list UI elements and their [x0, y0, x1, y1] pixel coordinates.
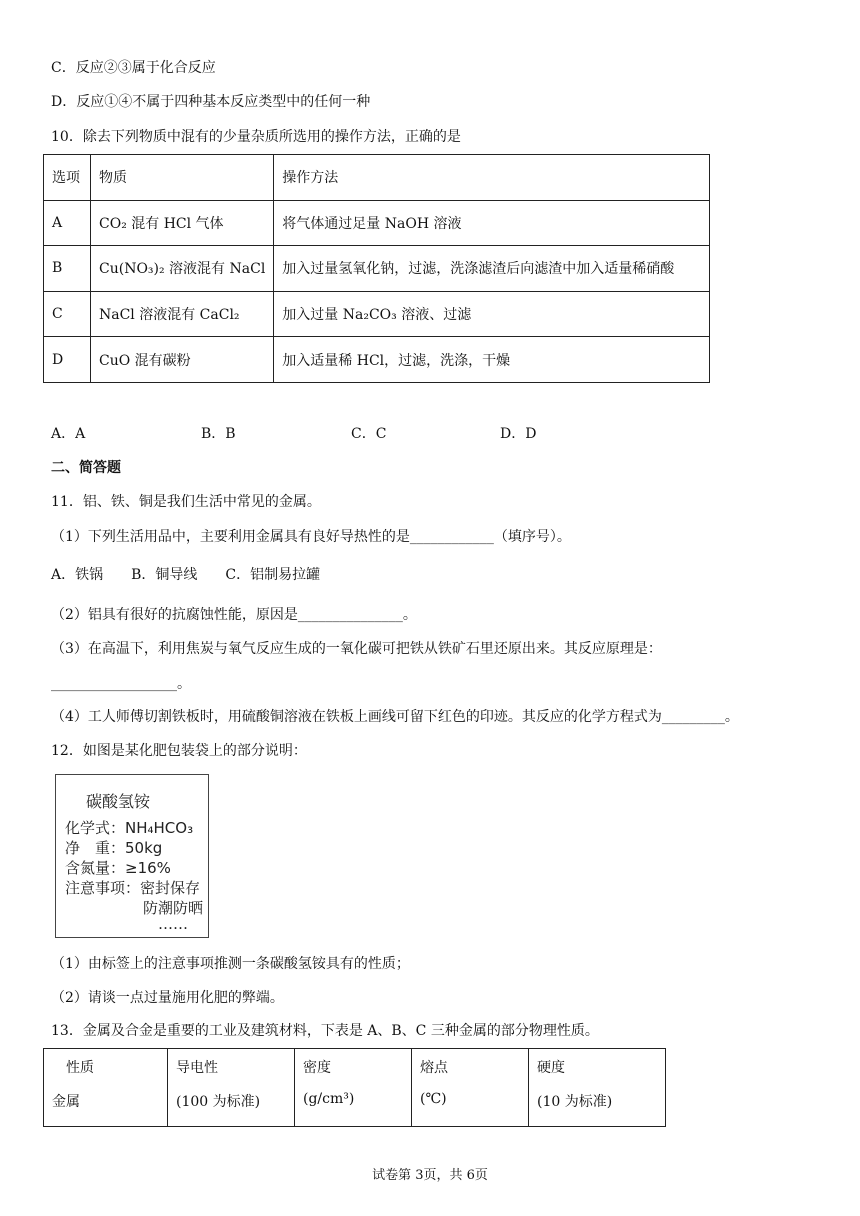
header-cell: 物质 — [91, 155, 274, 201]
header-bottom: (100 为标准) — [176, 1094, 261, 1110]
q11-part3-blank: __________________。 — [51, 676, 191, 692]
q11-part4: （4）工人师傅切割铁板时，用硫酸铜溶液在铁板上画线可留下红色的印迹。其反应的化学方程式为_________。 — [51, 709, 739, 725]
method-cell: 加入过量 Na₂CO₃ 溶液、过滤 — [274, 291, 710, 337]
q10-answer-b: B．B — [201, 426, 236, 442]
q11-part1: （1）下列生活用品中，主要利用金属具有良好导热性的是____________（填序号）。 — [51, 529, 571, 545]
label-notice-2: 防潮防晒 — [143, 899, 204, 917]
header-bottom: (℃) — [420, 1091, 447, 1107]
option-cell: B — [44, 246, 91, 292]
q12-stem: 12．如图是某化肥包装袋上的部分说明： — [51, 743, 307, 759]
q11-part1-options: A．铁锅 B．铜导线 C．铝制易拉罐 — [51, 567, 321, 583]
q11-stem: 11．铝、铁、铜是我们生活中常见的金属。 — [51, 494, 321, 510]
header-cell — [44, 1049, 168, 1127]
fertilizer-label-image — [55, 774, 209, 938]
header-top: 熔点 — [420, 1060, 448, 1076]
header-cell — [412, 1049, 529, 1127]
section-title: 二、简答题 — [51, 460, 121, 476]
q11-part2: （2）铝具有很好的抗腐蚀性能，原因是_______________。 — [51, 607, 417, 623]
q9-option-c: C．反应②③属于化合反应 — [51, 60, 216, 76]
method-cell: 加入适量稀 HCl，过滤，洗涤，干燥 — [274, 337, 710, 383]
label-formula: 化学式：NH₄HCO₃ — [65, 819, 194, 837]
q11-part3: （3）在高温下，利用焦炭与氧气反应生成的一氧化碳可把铁从铁矿石里还原出来。其反应原理是： — [51, 641, 662, 657]
header-cell: 操作方法 — [274, 155, 710, 201]
header-top: 密度 — [303, 1060, 331, 1076]
header-cell: 选项 — [44, 155, 91, 201]
label-nitrogen: 含氮量：≥16% — [65, 859, 171, 877]
q13-stem: 13．金属及合金是重要的工业及建筑材料，下表是 A、B、C 三种金属的部分物理性质。 — [51, 1023, 599, 1039]
table-header-row — [44, 1049, 666, 1127]
q12-part2: （2）请谈一点过量施用化肥的弊端。 — [51, 990, 284, 1006]
q10-table — [43, 154, 710, 383]
q10-answer-c: C．C — [351, 426, 387, 442]
substance-cell: NaCl 溶液混有 CaCl₂ — [91, 291, 274, 337]
header-top: 导电性 — [176, 1060, 218, 1076]
header-bottom: (10 为标准) — [537, 1094, 613, 1110]
header-bottom: (g/cm³) — [303, 1091, 355, 1107]
header-cell — [168, 1049, 295, 1127]
option-cell: A — [44, 200, 91, 246]
header-cell — [295, 1049, 412, 1127]
q12-part1: （1）由标签上的注意事项推测一条碳酸氢铵具有的性质； — [51, 956, 410, 972]
q9-option-d: D．反应①④不属于四种基本反应类型中的任何一种 — [51, 94, 371, 110]
header-top: 硬度 — [537, 1060, 565, 1076]
q10-answer-a: A．A — [51, 426, 86, 442]
header-bottom: 金属 — [52, 1094, 80, 1110]
label-title: 碳酸氢铵 — [86, 792, 151, 811]
option-cell: C — [44, 291, 91, 337]
header-top: 性质 — [66, 1060, 94, 1076]
q13-table — [43, 1048, 666, 1127]
label-notice: 注意事项：密封保存 — [65, 879, 201, 897]
table-row — [44, 291, 710, 337]
table-row — [44, 246, 710, 292]
substance-cell: CuO 混有碳粉 — [91, 337, 274, 383]
substance-cell: CO₂ 混有 HCl 气体 — [91, 200, 274, 246]
page-footer: 试卷第 3页，共 6页 — [372, 1168, 488, 1183]
method-cell: 加入过量氢氧化钠，过滤，洗涤滤渣后向滤渣中加入适量稀硝酸 — [274, 246, 710, 292]
label-weight: 净 重：50kg — [65, 839, 163, 857]
table-header-row — [44, 155, 710, 201]
q10-answer-d: D．D — [500, 426, 537, 442]
header-cell — [529, 1049, 666, 1127]
q10-stem: 10．除去下列物质中混有的少量杂质所选用的操作方法，正确的是 — [51, 129, 461, 145]
method-cell: 将气体通过足量 NaOH 溶液 — [274, 200, 710, 246]
table-row — [44, 337, 710, 383]
table-row — [44, 200, 710, 246]
option-cell: D — [44, 337, 91, 383]
substance-cell: Cu(NO₃)₂ 溶液混有 NaCl — [91, 246, 274, 292]
label-ellipsis: …… — [158, 915, 188, 933]
